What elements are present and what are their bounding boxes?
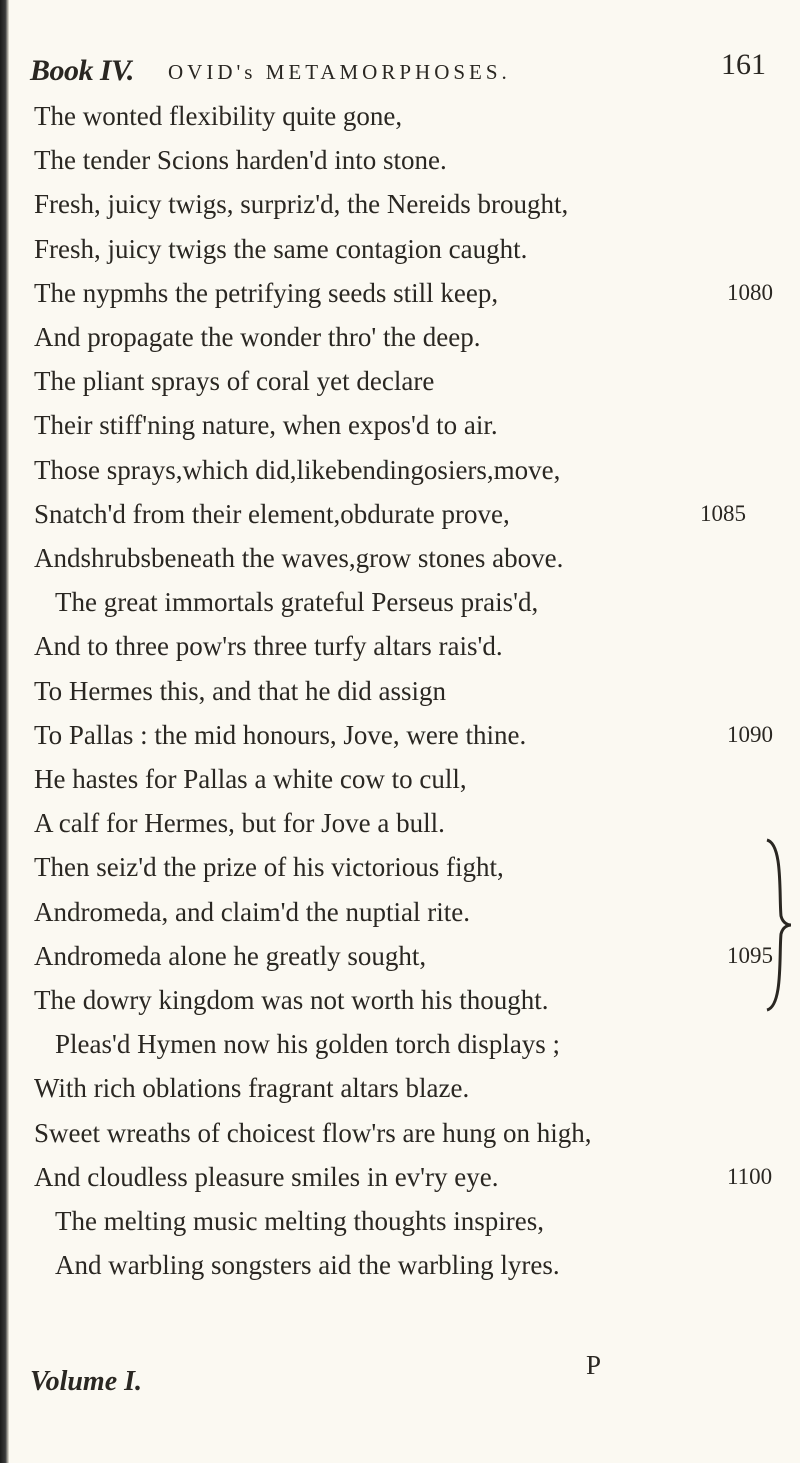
poem-line: The nypmhs the petrifying seeds still keep, [34,277,499,308]
signature-mark: P [586,1350,602,1380]
poem-line: A calf for Hermes, but for Jove a bull. [34,808,445,839]
poem-line: And propagate the wonder thro' the deep. [34,322,481,352]
poem-line: And cloudless pleasure smiles in ev'ry eye. [34,1161,499,1192]
poem-line: Sweet wreaths of choicest flow'rs are hung on high, [34,1117,592,1148]
page-gutter-edge [0,0,9,1463]
poem-line: Fresh, juicy twigs, surpriz'd, the Nereids brought, [34,189,569,220]
poem-line: The dowry kingdom was not worth his thought. [34,985,549,1015]
line-number: 1090 [727,721,773,747]
poem-line: The pliant sprays of coral yet declare [34,366,435,397]
poem-line: Andromeda alone he greatly sought, [34,940,427,971]
line-number: 1095 [727,942,773,968]
poem-line: And to three pow'rs three turfy altars rais'd. [34,631,503,662]
poem-line: Andromeda, and claim'd the nuptial rite. [34,896,470,927]
triplet-brace [763,836,793,1014]
header-book: Book IV. [30,54,134,87]
poem-line: Andshrubsbeneath the waves,grow stones above. [34,543,564,573]
poem-line: The melting music melting thoughts inspires, [55,1206,544,1236]
header-title: OVID's METAMORPHOSES. [168,60,511,84]
footer-volume: Volume I. [30,1366,143,1397]
running-header [30,48,782,92]
poem-line: To Hermes this, and that he did assign [34,675,447,706]
poem-line: Those sprays,which did,likebendingosiers,move, [34,454,561,485]
poem-line: He hastes for Pallas a white cow to cull, [34,764,467,794]
poem-line: Pleas'd Hymen now his golden torch displays ; [55,1029,561,1060]
poem-line: Snatch'd from their element,obdurate prove, [34,498,510,529]
poem-line: The great immortals grateful Perseus prais'd, [55,587,539,618]
poem-line: The wonted flexibility quite gone, [34,101,403,131]
line-number: 1080 [727,279,773,305]
poem-line: With rich oblations fragrant altars blaze. [34,1073,470,1104]
poem-line: And warbling songsters aid the warbling lyres. [55,1250,560,1281]
poem-line: The tender Scions harden'd into stone. [34,145,447,176]
poem-line: Then seiz'd the prize of his victorious fight, [34,852,504,883]
poem-line: To Pallas : the mid honours, Jove, were thine. [34,719,527,750]
poem-line: Their stiff'ning nature, when expos'd to air. [34,410,498,441]
line-number: 1085 [700,500,746,526]
poem-line: Fresh, juicy twigs the same contagion caught. [34,233,528,264]
page-number: 161 [721,48,766,81]
line-number: 1100 [727,1163,773,1189]
